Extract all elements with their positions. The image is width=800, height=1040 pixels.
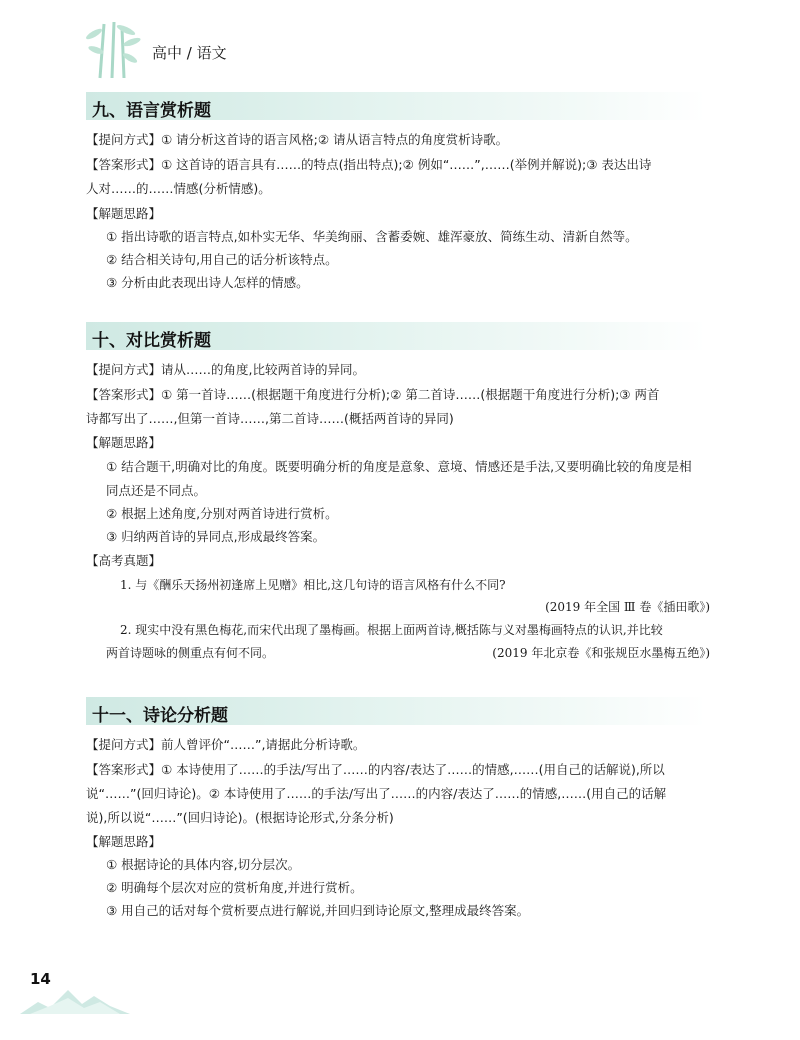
- subject-label: 高中 / 语文: [152, 44, 227, 62]
- section-9-heading: [86, 92, 706, 120]
- paragraph-line: 【提问方式】① 请分析这首诗的语言风格;② 请从语言特点的角度赏析诗歌。: [86, 132, 509, 147]
- exam-source: (2019 年全国 Ⅲ 卷《插田歌》): [545, 600, 710, 614]
- mountain-icon: [20, 984, 130, 1014]
- paragraph-line: 【答案形式】① 第一首诗……(根据题干角度进行分析);② 第二首诗……(根据题干角度进行分析);③ 两首: [86, 387, 660, 402]
- exam-question: 两首诗题咏的侧重点有何不同。: [106, 646, 275, 660]
- page-header: [86, 20, 286, 80]
- paragraph-line: 【解题思路】: [86, 435, 162, 450]
- paragraph-line: ③ 归纳两首诗的异同点,形成最终答案。: [106, 529, 326, 544]
- paragraph-line: ① 指出诗歌的语言特点,如朴实无华、华美绚丽、含蓄委婉、雄浑豪放、简练生动、清新自然等。: [106, 229, 638, 244]
- section-11-heading: [86, 697, 706, 725]
- section-title: 九、语言赏析题: [92, 101, 211, 121]
- paragraph-line: 【高考真题】: [86, 553, 162, 568]
- paragraph-line: ② 结合相关诗句,用自己的话分析该特点。: [106, 252, 338, 267]
- paragraph-line: 说“……”(回归诗论)。② 本诗使用了……的手法/写出了……的内容/表达了……的情感,……(用自己的话解: [86, 786, 667, 801]
- bamboo-icon: [86, 20, 146, 80]
- paragraph-line: ③ 用自己的话对每个赏析要点进行解说,并回归到诗论原文,整理成最终答案。: [106, 903, 530, 918]
- exam-source: (2019 年北京卷《和张规臣水墨梅五绝》): [492, 646, 710, 660]
- paragraph-line: ① 根据诗论的具体内容,切分层次。: [106, 857, 301, 872]
- paragraph-line: 【提问方式】前人曾评价“……”,请据此分析诗歌。: [86, 737, 366, 752]
- exam-question: 2. 现实中没有黑色梅花,而宋代出现了墨梅画。根据上面两首诗,概括陈与义对墨梅画特点的认识,并比较: [120, 623, 663, 637]
- paragraph-line: 说),所以说“……”(回归诗论)。(根据诗论形式,分条分析): [86, 810, 394, 825]
- paragraph-line: 人对……的……情感(分析情感)。: [86, 181, 271, 196]
- paragraph-line: ② 明确每个层次对应的赏析角度,并进行赏析。: [106, 880, 363, 895]
- paragraph-line: ② 根据上述角度,分别对两首诗进行赏析。: [106, 506, 338, 521]
- paragraph-line: 同点还是不同点。: [106, 483, 207, 498]
- paragraph-line: 【解题思路】: [86, 206, 162, 221]
- section-title: 十一、诗论分析题: [92, 706, 228, 726]
- exam-question: 1. 与《酬乐天扬州初逢席上见赠》相比,这几句诗的语言风格有什么不同?: [120, 578, 506, 592]
- paragraph-line: 【提问方式】请从……的角度,比较两首诗的异同。: [86, 362, 365, 377]
- section-title: 十、对比赏析题: [92, 331, 211, 351]
- paragraph-line: 【答案形式】① 这首诗的语言具有……的特点(指出特点);② 例如“……”,……(举例并解说);③ 表达出诗: [86, 157, 652, 172]
- paragraph-line: 【答案形式】① 本诗使用了……的手法/写出了……的内容/表达了……的情感,……(用自己的话解说),所以: [86, 762, 665, 777]
- page-number: 14: [30, 970, 51, 988]
- section-10-heading: [86, 322, 706, 350]
- paragraph-line: ③ 分析由此表现出诗人怎样的情感。: [106, 275, 309, 290]
- paragraph-line: 诗都写出了……,但第一首诗……,第二首诗……(概括两首诗的异同): [86, 411, 454, 426]
- paragraph-line: ① 结合题干,明确对比的角度。既要明确分析的角度是意象、意境、情感还是手法,又要明确比较的角度是相: [106, 459, 692, 474]
- paragraph-line: 【解题思路】: [86, 834, 162, 849]
